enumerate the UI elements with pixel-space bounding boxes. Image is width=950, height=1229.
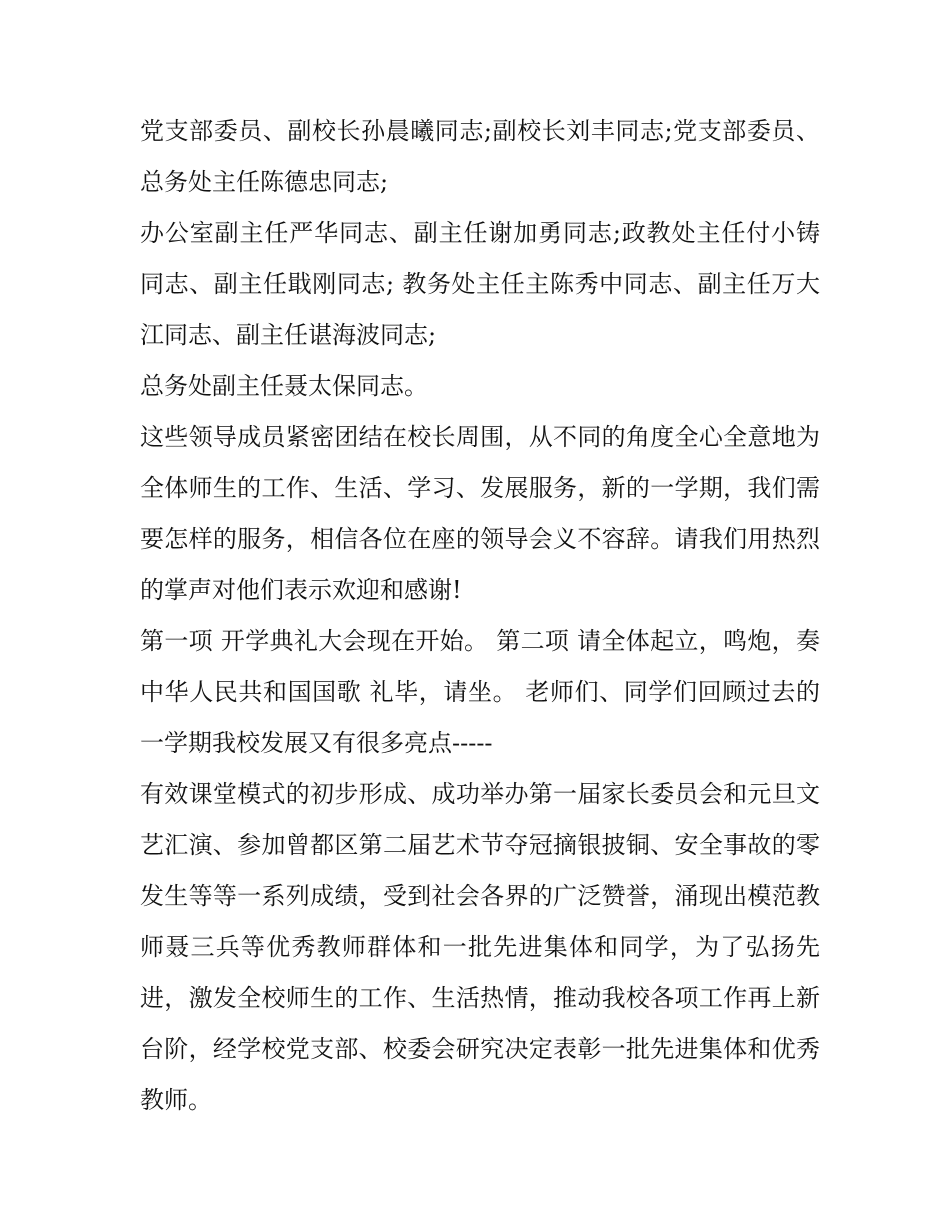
paragraph-achievements: 有效课堂模式的初步形成、成功举办第一届家长委员会和元旦文艺汇演、参加曾都区第二届艺术节夺冠摘银披铜、安全事故的零发生等等一系列成绩，受到社会各界的广泛赞誉，涌现出模范教师聂三兵等优秀教师群体和一批先进集体和同学，为了弘扬先进，激发全校师生的工作、生活热情，推动我校各项工作再上新台阶，经学校党支部、校委会研究决定表彰一批先进集体和优秀教师。 [140,780,820,1114]
document-body [140,106,820,1126]
paragraph-welcome-thanks: 这些领导成员紧密团结在校长周围，从不同的角度全心全意地为全体师生的工作、生活、学习、发展服务，新的一学期，我们需要怎样的服务，相信各位在座的领导会义不容辞。请我们用热烈的掌声对他们表示欢迎和感谢! [140,423,820,604]
paragraph-leadership-members: 党支部委员、副校长孙晨曦同志;副校长刘丰同志;党支部委员、总务处主任陈德忠同志; [140,117,820,196]
paragraph-general-affairs: 总务处副主任聂太保同志。 [140,372,428,400]
paragraph-office-directors: 办公室副主任严华同志、副主任谢加勇同志;政教处主任付小铸同志、副主任戢刚同志; 教务处主任主陈秀中同志、副主任万大江同志、副主任谌海波同志; [140,219,820,349]
paragraph-ceremony-agenda: 第一项 开学典礼大会现在开始。 第二项 请全体起立，鸣炮，奏中华人民共和国国歌 礼毕，请坐。 老师们、同学们回顾过去的一学期我校发展又有很多亮点----- [140,627,820,757]
